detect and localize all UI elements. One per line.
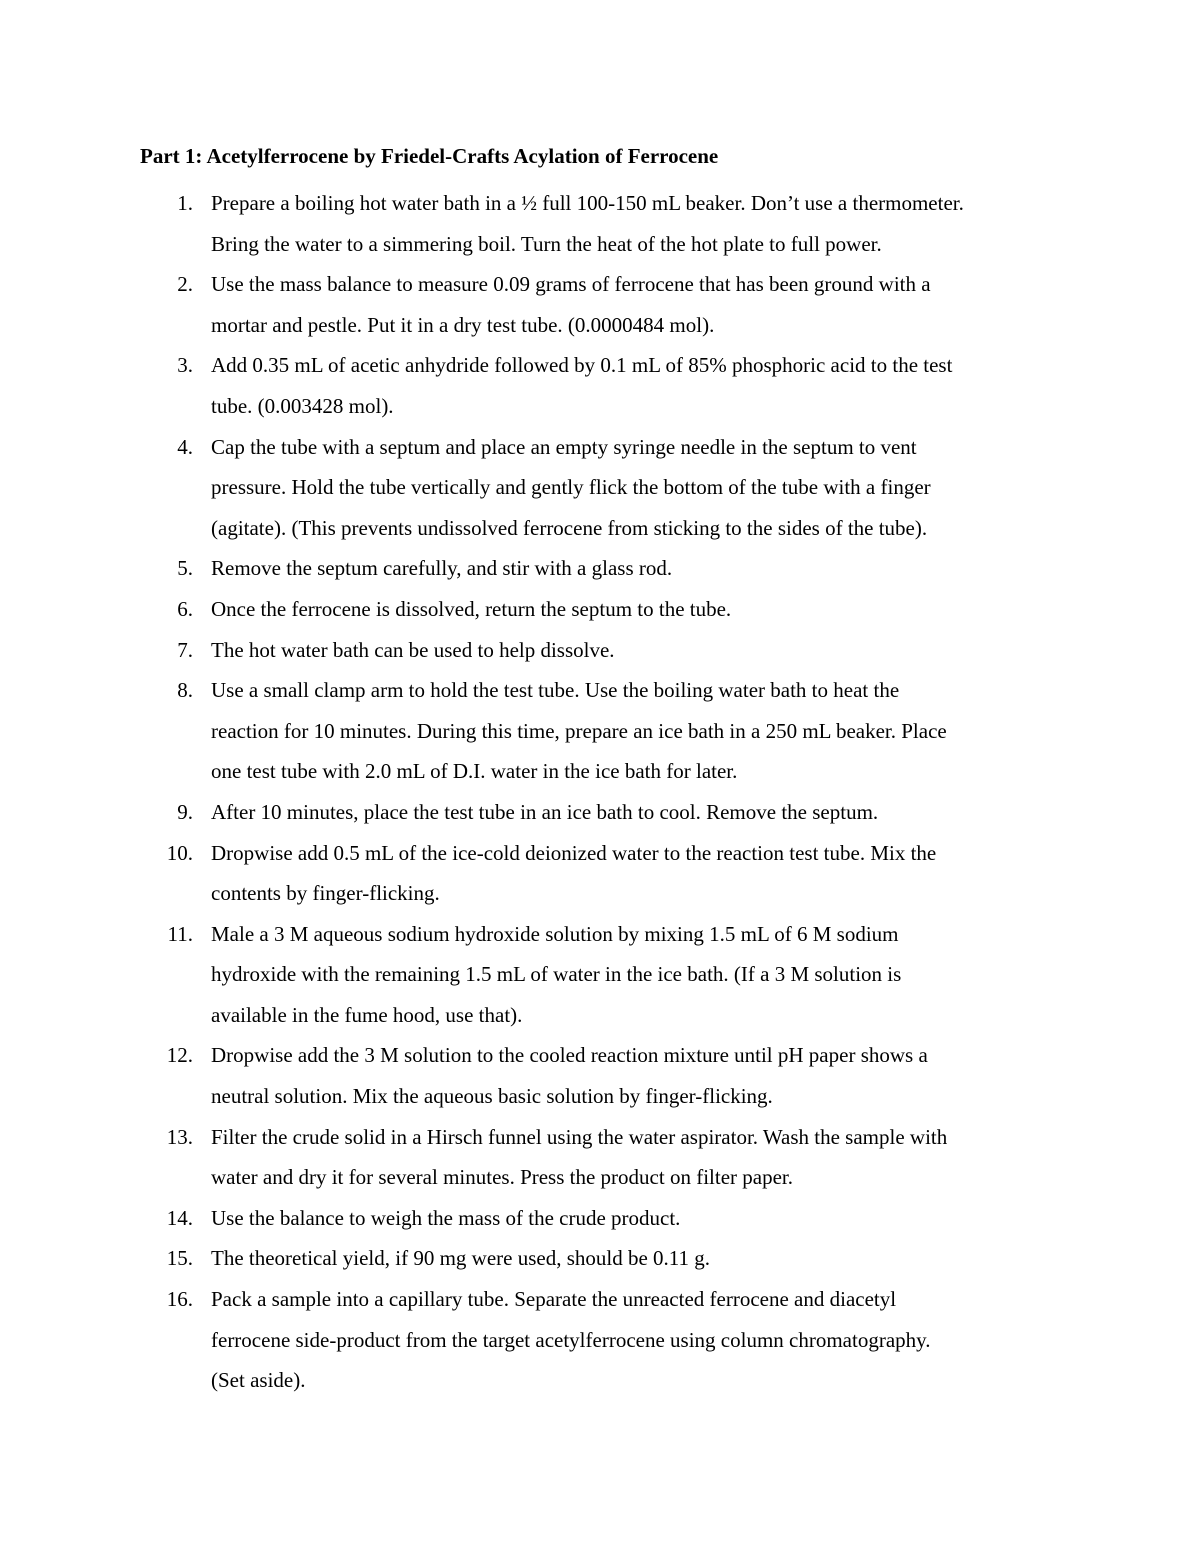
step-number: 9. [177, 799, 193, 824]
procedure-step-5 [0, 548, 1200, 589]
procedure-step-16 [0, 1279, 1200, 1401]
step-number: 15. [166, 1246, 193, 1271]
step-text: Remove the septum carefully, and stir with a glass rod. [211, 556, 673, 581]
procedure-step-13 [0, 1117, 1200, 1198]
procedure-step-12 [0, 1035, 1200, 1116]
procedure-steps-list [0, 183, 1200, 1401]
procedure-step-3 [0, 345, 1200, 426]
step-text: Cap the tube with a septum and place an empty syringe needle in the septum to vent pressure. Hold the tube vertically and gently flick the bottom of the tube with a finger (agitate). (This prevents undissolved ferrocene from sticking to the sides of the tube). [211, 434, 931, 540]
procedure-step-2 [0, 264, 1200, 345]
step-number: 14. [166, 1205, 193, 1230]
step-text: The hot water bath can be used to help dissolve. [211, 637, 615, 662]
procedure-step-15 [0, 1238, 1200, 1279]
step-number: 11. [167, 921, 193, 946]
step-number: 12. [166, 1043, 193, 1068]
step-number: 2. [177, 272, 193, 297]
step-text: Dropwise add 0.5 mL of the ice-cold deionized water to the reaction test tube. Mix the contents by finger-flicking. [211, 840, 937, 906]
step-text: Add 0.35 mL of acetic anhydride followed by 0.1 mL of 85% phosphoric acid to the test tube. (0.003428 mol). [211, 353, 953, 418]
procedure-step-10 [0, 833, 1200, 914]
step-text: Male a 3 M aqueous sodium hydroxide solution by mixing 1.5 mL of 6 M sodium hydroxide with the remaining 1.5 mL of water in the ice bath. (If a 3 M solution is available in the fume hood, use that). [211, 921, 902, 1027]
step-number: 6. [177, 596, 193, 621]
step-text: Filter the crude solid in a Hirsch funnel using the water aspirator. Wash the sample with water and dry it for several minutes. Press the product on filter paper. [211, 1124, 948, 1190]
step-text: Once the ferrocene is dissolved, return the septum to the tube. [211, 596, 732, 621]
step-number: 8. [177, 678, 193, 703]
procedure-step-4 [0, 427, 1200, 549]
step-text: Use a small clamp arm to hold the test tube. Use the boiling water bath to heat the reaction for 10 minutes. During this time, prepare an ice bath in a 250 mL beaker. Place one test tube with 2.0 mL of D.I. water in the ice bath for later. [211, 678, 947, 784]
step-text: Use the balance to weigh the mass of the crude product. [211, 1205, 681, 1230]
procedure-step-1 [0, 183, 1200, 264]
step-text: Use the mass balance to measure 0.09 grams of ferrocene that has been ground with a mortar and pestle. Put it in a dry test tube. (0.0000484 mol). [211, 272, 931, 337]
procedure-step-8 [0, 670, 1200, 792]
step-text: After 10 minutes, place the test tube in an ice bath to cool. Remove the septum. [211, 799, 879, 824]
procedure-step-7 [0, 630, 1200, 671]
step-text: The theoretical yield, if 90 mg were used, should be 0.11 g. [211, 1246, 711, 1271]
step-number: 10. [166, 840, 193, 865]
procedure-step-11 [0, 914, 1200, 1036]
step-text: Prepare a boiling hot water bath in a ½ full 100-150 mL beaker. Don’t use a thermometer. Bring the water to a simmering boil. Turn the heat of the hot plate to full power. [211, 191, 964, 256]
procedure-step-6 [0, 589, 1200, 630]
step-number: 13. [166, 1124, 193, 1149]
step-text: Dropwise add the 3 M solution to the cooled reaction mixture until pH paper shows a neutral solution. Mix the aqueous basic solution by finger-flicking. [211, 1043, 928, 1109]
step-number: 7. [177, 637, 193, 662]
page-title: Part 1: Acetylferrocene by Friedel-Crafts Acylation of Ferrocene [140, 144, 719, 168]
step-number: 16. [166, 1287, 193, 1312]
procedure-step-14 [0, 1198, 1200, 1239]
step-number: 3. [177, 353, 193, 378]
procedure-step-9 [0, 792, 1200, 833]
step-number: 4. [177, 434, 193, 459]
step-text: Pack a sample into a capillary tube. Separate the unreacted ferrocene and diacetyl ferrocene side-product from the target acetylferrocene using column chromatography. (Set aside). [211, 1287, 931, 1393]
step-number: 5. [177, 556, 193, 581]
step-number: 1. [177, 191, 193, 215]
